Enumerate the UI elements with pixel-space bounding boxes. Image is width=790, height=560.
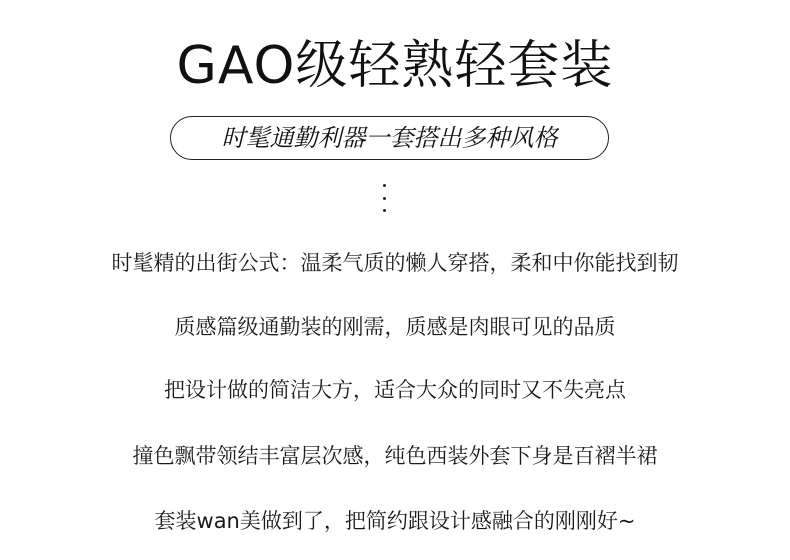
page-title: GAO级轻熟轻套装 xyxy=(176,36,614,96)
description-line-3: 把设计做的简洁大方，适合大众的同时又不失亮点 xyxy=(164,378,626,402)
vertical-ellipsis-icon xyxy=(379,184,389,212)
description-line-5: 套装wan美做到了，把简约跟设计感融合的刚刚好~ xyxy=(154,509,636,533)
ellipsis-dot xyxy=(383,184,386,187)
description-line-1: 时髦精的出街公式：温柔气质的懒人穿搭，柔和中你能找到韧 xyxy=(111,251,679,275)
ellipsis-dot xyxy=(383,209,386,212)
description-line-2: 质感篇级通勤装的刚需，质感是肉眼可见的品质 xyxy=(174,315,616,339)
ellipsis-dot xyxy=(383,197,386,200)
subtitle-pill xyxy=(170,116,609,160)
description-line-4: 撞色飘带领结丰富层次感，纯色西装外套下身是百褶半裙 xyxy=(132,444,658,468)
subtitle-text: 时髦通勤利器一套搭出多种风格 xyxy=(221,124,558,152)
